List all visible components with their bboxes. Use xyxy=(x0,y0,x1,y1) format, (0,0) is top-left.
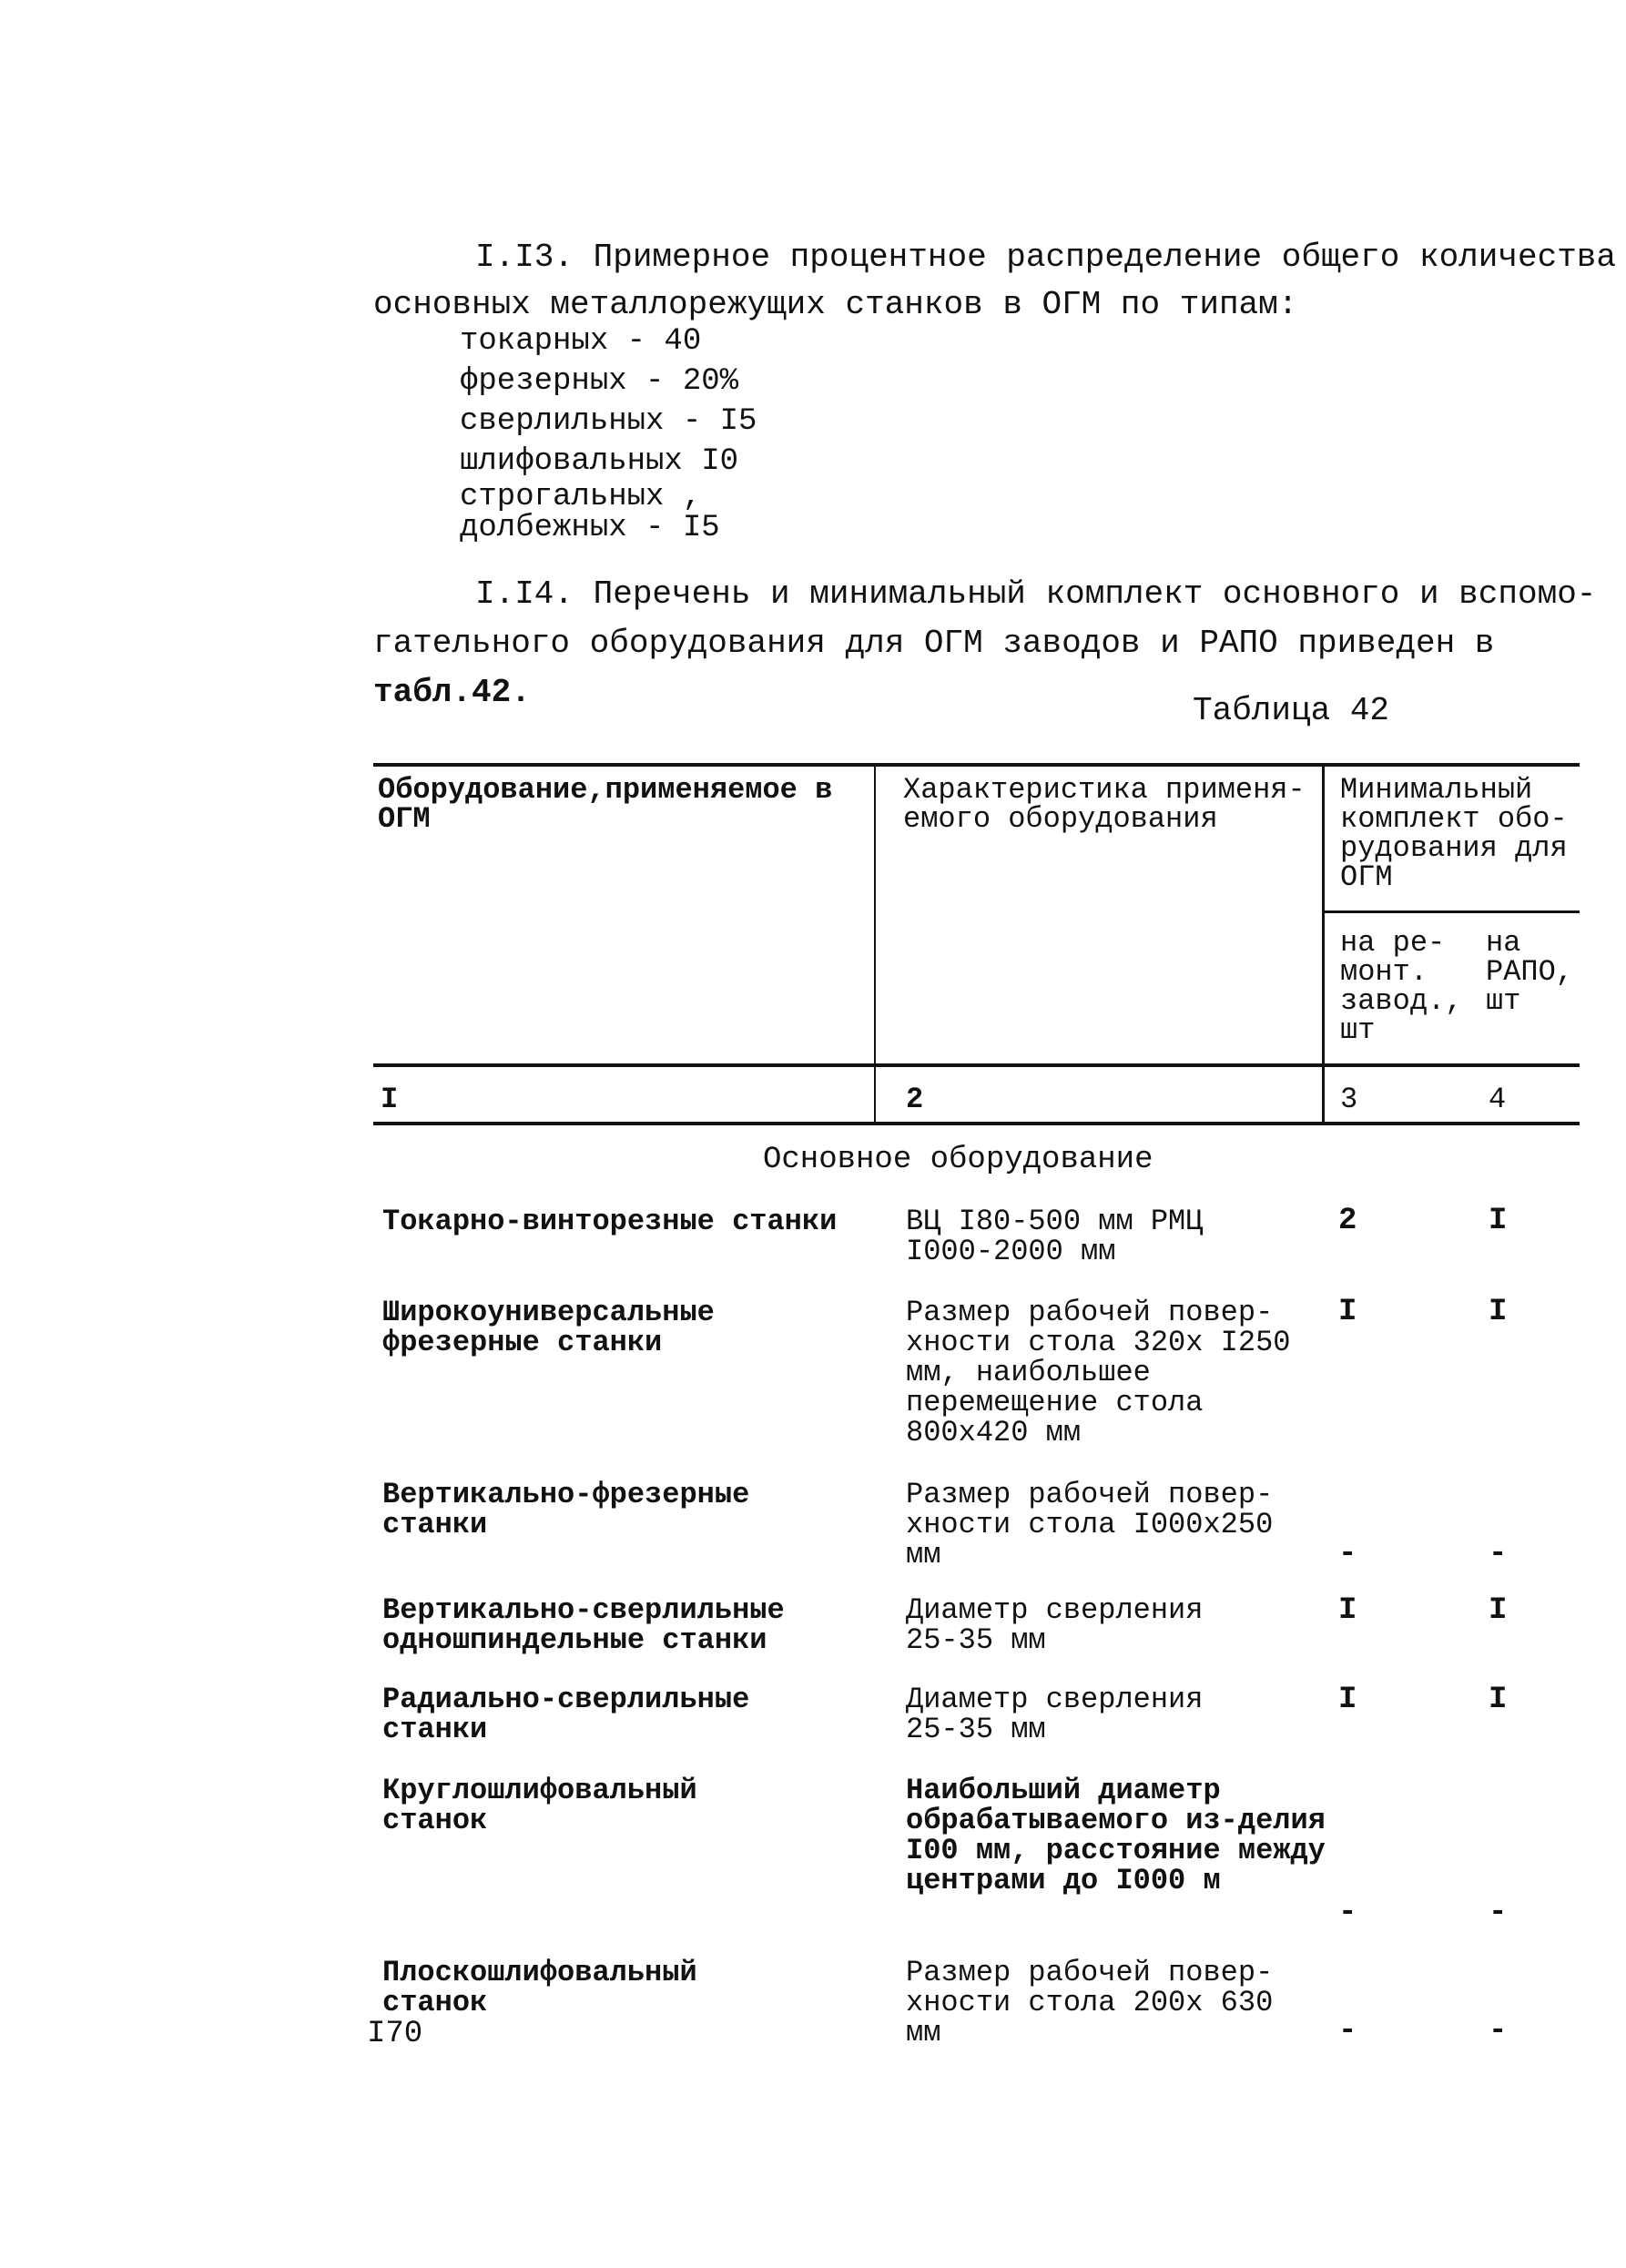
list-item: токарных - 40 xyxy=(460,324,702,359)
table-row-rapo-qty: - xyxy=(1489,1537,1508,1571)
list-item: долбежных - I5 xyxy=(460,511,720,545)
table-row-repair-qty: I xyxy=(1338,1593,1357,1628)
column-number: 2 xyxy=(906,1083,924,1116)
table-row-characteristic: Размер рабочей повер-хности стола I000х250 мм xyxy=(906,1478,1274,1571)
table-row-name: Радиально-сверлильные станки xyxy=(382,1683,750,1746)
table-row-rapo-qty: I xyxy=(1489,1683,1508,1717)
page-number: I70 xyxy=(367,2017,423,2051)
table-top-rule xyxy=(373,763,1580,767)
table-row-name: Вертикально-сверлильные одношпиндельные станки xyxy=(382,1593,785,1657)
table-header-equipment: Оборудование,применяемое в ОГМ xyxy=(378,773,833,836)
table-row-rapo-qty: I xyxy=(1489,1204,1508,1238)
list-item: фрезерных - 20% xyxy=(460,364,739,399)
table-header-characteristics: Характеристика применя-емого оборудования xyxy=(903,773,1306,836)
table-row-characteristic: Диаметр сверления 25-35 мм xyxy=(906,1593,1204,1657)
column-number: I xyxy=(381,1083,399,1116)
table-row-name: Плоскошлифовальный станок xyxy=(382,1956,697,2019)
column-number: 4 xyxy=(1489,1083,1507,1116)
table-row-rapo-qty: - xyxy=(1489,2014,1508,2049)
paragraph-1-14-line-1: I.I4. Перечень и минимальный комплект основного и вспомо- xyxy=(475,575,1597,613)
table-header-rule xyxy=(373,1063,1580,1067)
table-row-name: Широкоуниверсальные фрезерные станки xyxy=(382,1296,715,1359)
paragraph-1-14-line-3: табл.42. xyxy=(373,674,531,711)
column-number: 3 xyxy=(1340,1083,1358,1116)
paragraph-1-14-line-2: гательного оборудования для ОГМ заводов и РАПО приведен в xyxy=(373,625,1495,662)
table-row-characteristic: Размер рабочей повер-хности стола 320х I250 мм, наибольшее перемещение стола 800х420 мм xyxy=(906,1296,1291,1449)
table-row-name: Токарно-винторезные станки xyxy=(382,1205,838,1238)
table-header-rapo: на РАПО, шт xyxy=(1486,926,1574,1018)
table-header-minimum-set: Минимальный комплект обо-рудования для ОГМ xyxy=(1340,773,1568,894)
table-row-characteristic: Диаметр сверления 25-35 мм xyxy=(906,1683,1204,1746)
table-row-characteristic: Наибольший диаметр обрабатываемого из-делия I00 мм, расстояние между центрами до I000 м xyxy=(906,1774,1326,1897)
section-title: Основное оборудование xyxy=(763,1143,1153,1177)
table-row-repair-qty: - xyxy=(1338,2014,1357,2049)
list-item: шлифовальных I0 xyxy=(460,444,739,479)
list-item: сверлильных - I5 xyxy=(460,404,757,439)
machine-type-list xyxy=(460,321,757,544)
table-column-divider xyxy=(874,767,876,1124)
table-row-repair-qty: I xyxy=(1338,1295,1357,1329)
table-row-repair-qty: - xyxy=(1338,1896,1357,1930)
table-header-repair-plant: на ре-монт. завод., шт xyxy=(1340,926,1463,1047)
table-row-characteristic: ВЦ I80-500 мм РМЦ I000-2000 мм xyxy=(906,1205,1204,1268)
list-item: строгальных , xyxy=(460,480,702,514)
paragraph-1-13-line-2: основных металлорежущих станков в ОГМ по типам: xyxy=(373,286,1298,323)
table-row-repair-qty: I xyxy=(1338,1683,1357,1717)
table-row-characteristic: Размер рабочей повер-хности стола 200х 630 мм xyxy=(906,1956,1274,2049)
table-numbers-rule xyxy=(373,1122,1580,1125)
table-row-repair-qty: - xyxy=(1338,1537,1357,1571)
table-caption: Таблица 42 xyxy=(1193,692,1390,729)
table-subheader-rule xyxy=(1325,910,1580,913)
table-row-name: Вертикально-фрезерные станки xyxy=(382,1478,750,1541)
table-row-repair-qty: 2 xyxy=(1338,1204,1357,1238)
table-row-name: Круглошлифовальный станок xyxy=(382,1774,697,1837)
table-row-rapo-qty: I xyxy=(1489,1593,1508,1628)
table-column-divider xyxy=(1322,767,1325,1124)
paragraph-1-13-line-1: I.I3. Примерное процентное распределение общего количества xyxy=(475,239,1617,276)
table-row-rapo-qty: - xyxy=(1489,1896,1508,1930)
table-row-rapo-qty: I xyxy=(1489,1295,1508,1329)
